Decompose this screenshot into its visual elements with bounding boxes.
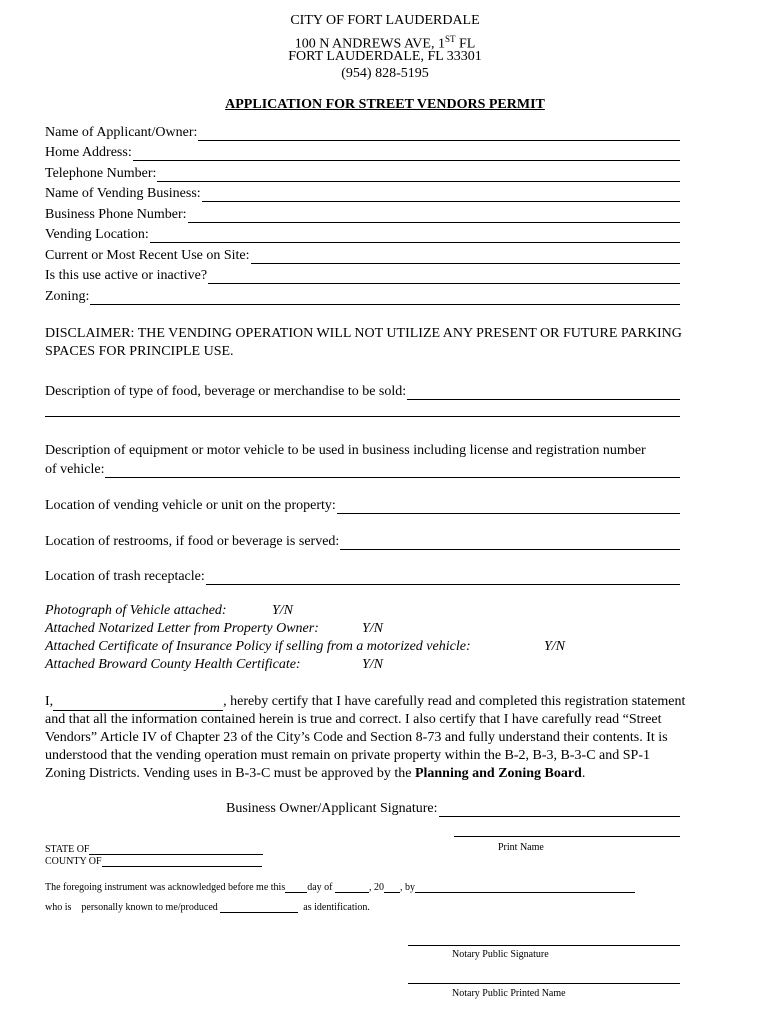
certify-line-3: Vendors” Article IV of Chapter 23 of the City’s Code and Section 8-73 and fully understand their contents. It is — [45, 730, 668, 745]
field-line[interactable] — [150, 229, 680, 243]
ack-start: The foregoing instrument was acknowledged before me this — [45, 882, 286, 893]
certify-line5-start: Zoning Districts. Vending uses in B-3-C must be approved by the — [45, 766, 415, 781]
attachment-health-yn[interactable]: Y/N — [362, 657, 384, 672]
city-name: CITY OF FORT LAUDERDALE — [290, 13, 480, 28]
ack-by: , by — [400, 882, 415, 893]
county-of-label: COUNTY OF — [45, 856, 102, 867]
known-produced: personally known to me/produced — [81, 902, 218, 913]
field-label: Home Address: — [45, 145, 132, 160]
field-applicant-name[interactable] — [45, 123, 680, 141]
field-business-name[interactable] — [45, 184, 680, 202]
attachment-insurance-yn[interactable]: Y/N — [544, 639, 566, 654]
field-applicant-signature[interactable] — [226, 799, 680, 817]
attachment-health-label: Attached Broward County Health Certificate: — [45, 657, 301, 672]
notary-printed-name-line[interactable] — [408, 982, 680, 984]
field-label: of vehicle: — [45, 462, 105, 477]
field-trash-location[interactable] — [45, 567, 680, 585]
who-is-line — [45, 901, 370, 913]
field-line[interactable] — [340, 536, 680, 550]
certify-line-1 — [45, 693, 735, 711]
notary-signature-line[interactable] — [408, 944, 680, 946]
field-line[interactable] — [90, 291, 680, 305]
field-equipment-description[interactable] — [45, 460, 680, 478]
field-home-address[interactable] — [45, 143, 680, 161]
ack-year: , 20 — [369, 882, 384, 893]
field-telephone[interactable] — [45, 164, 680, 182]
certify-prefix: I, — [45, 694, 54, 709]
address-prefix: 100 N ANDREWS AVE, 1 — [294, 36, 445, 52]
field-line[interactable] — [188, 209, 680, 223]
state-of-label: STATE OF — [45, 844, 90, 855]
who-is: who is — [45, 902, 72, 913]
attachment-insurance-label: Attached Certificate of Insurance Policy if selling from a motorized vehicle: — [45, 639, 471, 654]
ack-year-line[interactable] — [384, 881, 400, 893]
ack-day-line[interactable] — [285, 881, 307, 893]
field-label: Vending Location: — [45, 227, 149, 242]
ack-month-line[interactable] — [335, 881, 369, 893]
attachment-photo-yn[interactable]: Y/N — [272, 603, 294, 618]
print-name-line[interactable] — [454, 835, 680, 837]
field-business-phone[interactable] — [45, 205, 680, 223]
field-line[interactable] — [208, 270, 680, 284]
field-active-inactive[interactable] — [45, 266, 680, 284]
county-of-line[interactable] — [102, 855, 262, 867]
field-label: Location of trash receptacle: — [45, 569, 205, 584]
food-description-line-2[interactable] — [45, 415, 680, 417]
field-vehicle-location[interactable] — [45, 496, 680, 514]
field-line[interactable] — [337, 500, 680, 514]
field-label: Description of type of food, beverage or merchandise to be sold: — [45, 384, 407, 399]
certify-line5-end: . — [581, 766, 586, 781]
field-label: Is this use active or inactive? — [45, 268, 208, 283]
field-restroom-location[interactable] — [45, 532, 680, 550]
ack-day: day of — [307, 882, 333, 893]
field-label: Location of vending vehicle or unit on the property: — [45, 498, 336, 513]
planning-board: Planning and Zoning Board — [414, 766, 582, 781]
attachment-photo-label: Photograph of Vehicle attached: — [45, 603, 227, 618]
print-name-label: Print Name — [498, 842, 544, 853]
certify-line1-rest: , hereby certify that I have carefully read and completed this registration statement — [223, 694, 686, 709]
field-label: Name of Vending Business: — [45, 186, 201, 201]
identification-line[interactable] — [220, 901, 298, 913]
field-line[interactable] — [202, 188, 680, 202]
equipment-description-label: Description of equipment or motor vehicle to be used in business including license and registration number — [45, 443, 646, 458]
field-label: Business Owner/Applicant Signature: — [226, 801, 438, 816]
attachment-letter-yn[interactable]: Y/N — [362, 621, 384, 636]
disclaimer: DISCLAIMER: THE VENDING OPERATION WILL NOT UTILIZE ANY PRESENT OR FUTURE PARKING SPACES FOR PRINCIPLE USE. — [45, 326, 682, 359]
form-title: APPLICATION FOR STREET VENDORS PERMIT — [225, 97, 545, 112]
field-vending-location[interactable] — [45, 225, 680, 243]
field-line[interactable] — [105, 464, 680, 478]
field-label: Location of restrooms, if food or beverage is served: — [45, 534, 340, 549]
acknowledgement-line — [45, 881, 635, 893]
field-line[interactable] — [133, 147, 680, 161]
state-of-line[interactable] — [89, 843, 263, 855]
certify-line-4: understood that the vending operation must remain on private property within the B-2, B-3, B-3-C and SP-1 — [45, 748, 651, 763]
notary-printed-name-label: Notary Public Printed Name — [452, 988, 566, 999]
field-line[interactable] — [198, 127, 680, 141]
notary-signature-label: Notary Public Signature — [452, 949, 549, 960]
state-of-field[interactable] — [45, 843, 263, 855]
field-line[interactable] — [157, 168, 680, 182]
field-line[interactable] — [251, 250, 680, 264]
ack-by-line[interactable] — [415, 881, 635, 893]
certify-line-5 — [45, 765, 735, 783]
county-of-field[interactable] — [45, 855, 262, 867]
city-state-zip: FORT LAUDERDALE, FL 33301 — [288, 49, 482, 64]
field-zoning[interactable] — [45, 287, 680, 305]
field-label: Current or Most Recent Use on Site: — [45, 248, 250, 263]
city-phone: (954) 828-5195 — [341, 66, 429, 81]
field-label: Name of Applicant/Owner: — [45, 125, 198, 140]
field-line[interactable] — [407, 386, 680, 400]
field-line[interactable] — [206, 571, 680, 585]
attachment-letter-label: Attached Notarized Letter from Property Owner: — [45, 621, 319, 636]
certify-name-line[interactable] — [53, 699, 223, 711]
field-label: Zoning: — [45, 289, 90, 304]
field-label: Telephone Number: — [45, 166, 157, 181]
field-label: Business Phone Number: — [45, 207, 187, 222]
as-identification: as identification. — [303, 902, 370, 913]
certification-paragraph — [45, 693, 735, 783]
address-suffix: FL — [455, 36, 476, 52]
field-current-use[interactable] — [45, 246, 680, 264]
address-sup: ST — [444, 34, 456, 44]
field-food-description[interactable] — [45, 382, 680, 400]
certify-line-2: and that all the information contained herein is true and correct. I also certify that I have carefully read “Street — [45, 712, 662, 727]
field-line[interactable] — [439, 803, 680, 817]
